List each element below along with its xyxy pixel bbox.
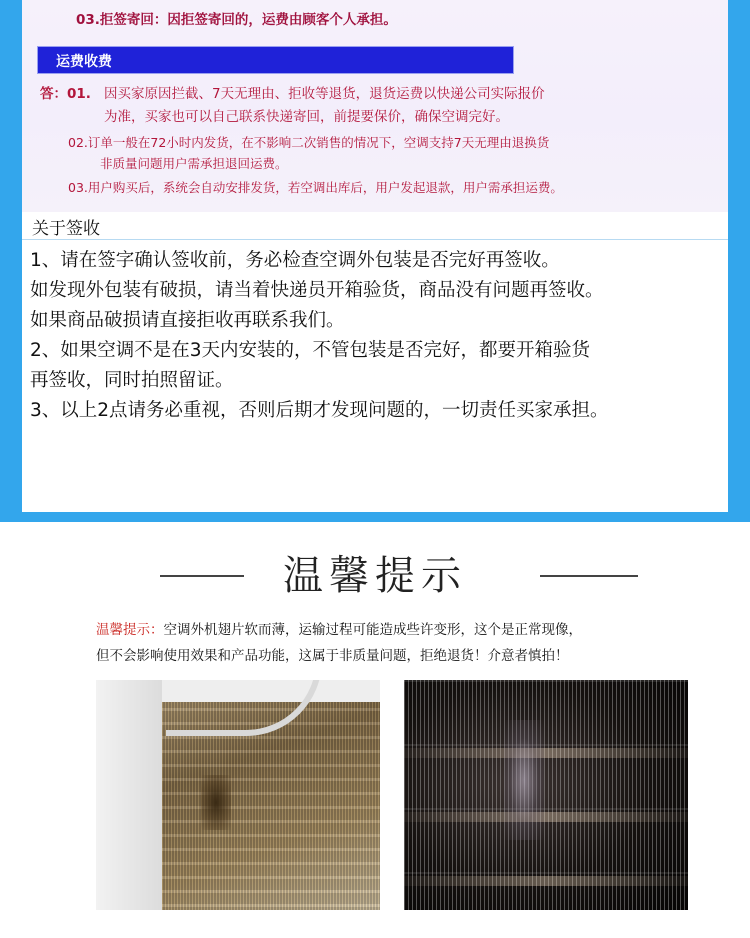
- tip-heading: 温馨提示: [283, 553, 467, 599]
- fin-highlight-band: [404, 748, 688, 758]
- signing-line-4: 2、如果空调不是在3天内安装的，不管包装是否完好，都要开箱验货: [30, 340, 591, 361]
- policy-item-03: 03.用户购买后，系统会自动安排发货，若空调出库后，用户发起退款，用户需承担运费。: [68, 180, 563, 195]
- signing-line-2: 如发现外包装有破损，请当着快递员开箱验货，商品没有问题再签收。: [30, 280, 604, 301]
- signing-line-6: 3、以上2点请务必重视，否则后期才发现问题的，一切责任买家承担。: [30, 400, 609, 421]
- signing-section: [22, 212, 728, 512]
- policy-item-02-line2: 非质量问题用户需承担退回运费。: [100, 156, 288, 171]
- policy-item-02-line1: 02.订单一般在72小时内发货，在不影响二次销售的情况下，空调支持7天无理由退换货: [68, 135, 550, 150]
- answer-prefix: 答：01.: [40, 86, 91, 102]
- fin-deformation-photo-left: [96, 680, 380, 910]
- policy-item-01-line2: 为准，买家也可以自己联系快递寄回，前提要保价，确保空调完好。: [104, 109, 509, 125]
- signing-line-3: 如果商品破损请直接拒收再联系我们。: [30, 310, 345, 331]
- policy-item-01-line1: 因买家原因拦截、7天无理由、拒收等退货，退货运费以快递公司实际报价: [104, 86, 545, 102]
- tip-notice-text-1: 空调外机翅片软而薄，运输过程可能造成些许变形，这个是正常现像，: [163, 622, 582, 638]
- copper-pipe: [166, 680, 322, 736]
- signing-divider: [22, 239, 728, 240]
- signing-title: 关于签收: [32, 219, 100, 239]
- signing-line-1: 1、请在签字确认签收前，务必检查空调外包装是否完好再签收。: [30, 250, 560, 271]
- tip-notice-label: 温馨提示：: [96, 622, 164, 638]
- tip-notice-line-2: 但不会影响使用效果和产品功能，这属于非质量问题，拒绝退货！介意者慎拍！: [96, 648, 569, 664]
- fin-highlight-band: [404, 876, 688, 886]
- unit-frame-side: [96, 680, 162, 910]
- tip-notice: [96, 617, 736, 669]
- shipping-fee-header-label: 运费收费: [56, 54, 112, 70]
- policy-panel: [22, 0, 728, 512]
- tip-heading-area: [0, 540, 750, 610]
- fin-deformation-photo-right: [404, 680, 688, 910]
- shipping-policy-image: [22, 0, 728, 212]
- shipping-fee-header: [37, 46, 514, 74]
- fin-dent-mark: [504, 720, 544, 840]
- heading-right-rule: [540, 575, 638, 577]
- tip-notice-line-1: [96, 617, 736, 643]
- signing-line-5: 再签收，同时拍照留证。: [30, 370, 234, 391]
- fin-highlight-band: [404, 812, 688, 822]
- fin-dent-mark: [201, 775, 231, 830]
- reject-return-line: 03.拒签寄回：因拒签寄回的，运费由顾客个人承担。: [76, 12, 397, 28]
